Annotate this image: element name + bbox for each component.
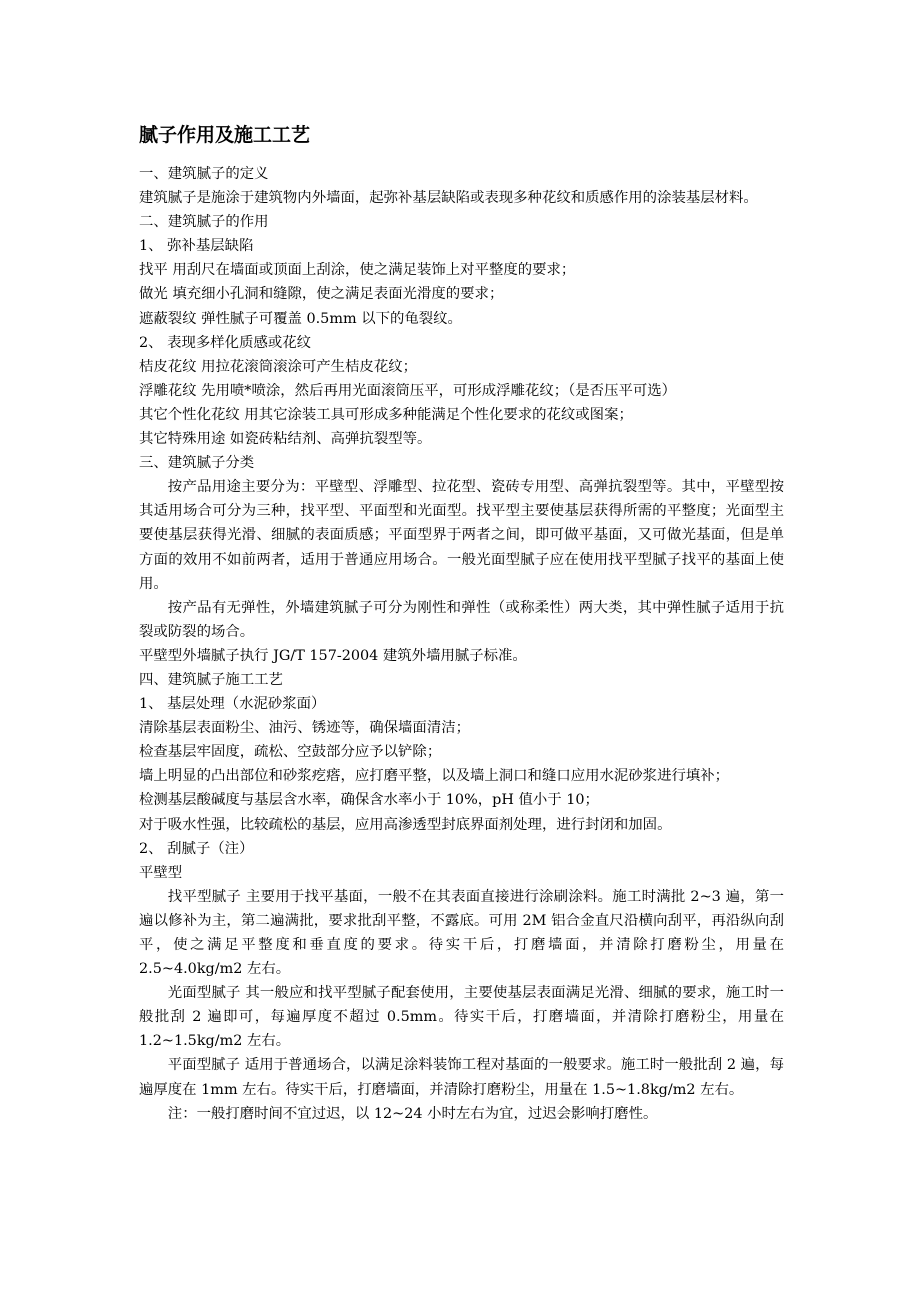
document-title: 腻子作用及施工工艺 — [139, 124, 311, 146]
paragraph: 清除基层表面粉尘、油污、锈迹等，确保墙面清洁； — [139, 720, 470, 737]
paragraph: 检查基层牢固度，疏松、空鼓部分应予以铲除； — [139, 744, 442, 761]
paragraph: 建筑腻子是施涂于建筑物内外墙面，起弥补基层缺陷或表现多种花纹和质感作用的涂装基层材料。 — [139, 190, 758, 207]
paragraph: 注：一般打磨时间不宜过迟，以 12~24 小时左右为宜，过迟会影响打磨性。 — [167, 1105, 658, 1122]
paragraph: 光面型腻子 其一般应和找平型腻子配套使用，主要使基层表面满足光滑、细腻的要求，施工时一般批刮 2 遍即可，每遍厚度不超过 0.5mm。待实干后，打磨墙面，并清除打磨粉尘，用量在 1.2~1.5kg/m2 左右。 — [139, 985, 784, 1050]
paragraph: 1、 基层处理（水泥砂浆面） — [139, 696, 326, 713]
paragraph: 平壁型 — [139, 864, 183, 881]
paragraph: 2、 刮腻子（注） — [139, 840, 254, 857]
paragraph: 其它特殊用途 如瓷砖粘结剂、高弹抗裂型等。 — [139, 431, 432, 448]
paragraph: 遮蔽裂纹 弹性腻子可覆盖 0.5mm 以下的龟裂纹。 — [139, 310, 462, 327]
paragraph: 二、建筑腻子的作用 — [139, 214, 269, 231]
paragraph: 浮雕花纹 先用喷*喷涂，然后再用光面滚筒压平，可形成浮雕花纹；（是否压平可选） — [139, 382, 677, 399]
paragraph: 做光 填充细小孔洞和缝隙，使之满足表面光滑度的要求； — [139, 286, 504, 303]
paragraph: 桔皮花纹 用拉花滚筒滚涂可产生桔皮花纹； — [139, 358, 417, 375]
paragraph: 墙上明显的凸出部位和砂浆疙瘩，应打磨平整，以及墙上洞口和缝口应用水泥砂浆进行填补； — [139, 768, 730, 785]
paragraph: 一、建筑腻子的定义 — [139, 166, 269, 182]
paragraph: 对于吸水性强，比较疏松的基层，应用高渗透型封底界面剂处理，进行封闭和加固。 — [139, 816, 672, 833]
paragraph: 2、 表现多样化质感或花纹 — [139, 334, 312, 351]
document-body — [139, 162, 784, 1126]
paragraph: 按产品用途主要分为：平壁型、浮雕型、拉花型、瓷砖专用型、高弹抗裂型等。其中，平壁型按其适用场合可分为三种，找平型、平面型和光面型。找平型主要使基层获得所需的平整度；光面型主要使基层获得光滑、细腻的表面质感；平面型界于两者之间，即可做平基面，又可做光基面，但是单方面的效用不如前两者，适用于普通应用场合。一般光面型腻子应在使用找平型腻子找平的基面上使用。 — [139, 479, 784, 592]
paragraph: 平面型腻子 适用于普通场合，以满足涂料装饰工程对基面的一般要求。施工时一般批刮 2 遍，每遍厚度在 1mm 左右。待实干后，打磨墙面，并清除打磨粉尘，用量在 1.5~1.8kg/m2 左右。 — [139, 1057, 784, 1098]
document-page — [139, 120, 784, 1126]
paragraph: 找平型腻子 主要用于找平基面，一般不在其表面直接进行涂刷涂料。施工时满批 2~3 遍，第一遍以修补为主，第二遍满批，要求批刮平整，不露底。可用 2M 铝合金直尺沿横向刮平，再沿纵向刮平，使之满足平整度和垂直度的要求。待实干后，打磨墙面，并清除打磨粉尘，用量在 2.5~4.0kg/m2 左右。 — [139, 888, 784, 978]
paragraph: 按产品有无弹性，外墙建筑腻子可分为刚性和弹性（或称柔性）两大类，其中弹性腻子适用于抗裂或防裂的场合。 — [139, 599, 784, 640]
paragraph: 检测基层酸碱度与基层含水率，确保含水率小于 10%，pH 值小于 10； — [139, 792, 599, 809]
paragraph: 找平 用刮尺在墙面或顶面上刮涂，使之满足装饰上对平整度的要求； — [139, 262, 576, 279]
paragraph: 其它个性化花纹 用其它涂装工具可形成多种能满足个性化要求的花纹或图案； — [139, 406, 633, 423]
paragraph: 1、 弥补基层缺陷 — [139, 238, 254, 255]
paragraph: 四、建筑腻子施工工艺 — [139, 671, 283, 688]
paragraph: 三、建筑腻子分类 — [139, 455, 255, 472]
paragraph: 平壁型外墙腻子执行 JG/T 157-2004 建筑外墙用腻子标准。 — [139, 647, 527, 664]
